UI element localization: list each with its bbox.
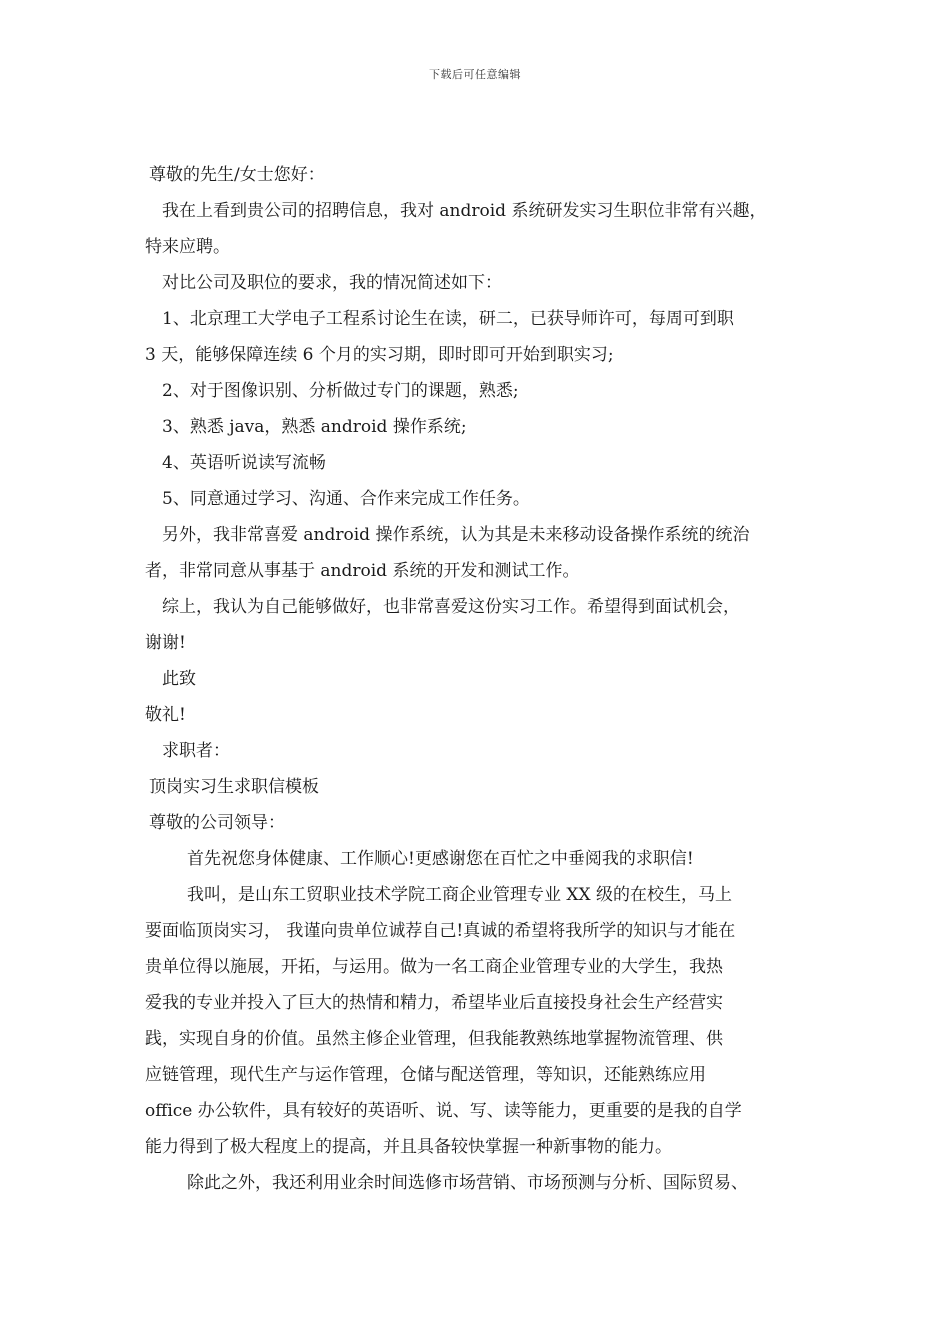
letter1-also-line1: 另外，我非常喜爱 android 操作系统，认为其是未来移动设备操作系统的统治 — [162, 525, 750, 545]
letter2-p2-line: 贵单位得以施展，开拓，与运用。做为一名工商企业管理专业的大学生，我热 — [145, 957, 723, 977]
letter2-paragraph1: 首先祝您身体健康、工作顺心!更感谢您在百忙之中垂阅我的求职信! — [187, 849, 694, 869]
letter1-intro-line2: 特来应聘。 — [145, 237, 230, 257]
header-note: 下载后可任意编辑 — [429, 68, 521, 81]
letter1-greeting: 尊敬的先生/女士您好： — [149, 165, 325, 185]
letter1-item2: 2、对于图像识别、分析做过专门的课题，熟悉; — [162, 381, 519, 401]
letter2-title: 顶岗实习生求职信模板 — [149, 777, 319, 797]
letter2-p3-line1: 除此之外，我还利用业余时间选修市场营销、市场预测与分析、国际贸易、 — [187, 1173, 748, 1193]
letter2-p2-line: 能力得到了极大程度上的提高，并且具备较快掌握一种新事物的能力。 — [145, 1137, 672, 1157]
letter1-item4: 4、英语听说读写流畅 — [162, 453, 326, 473]
letter2-p2-line: office 办公软件，具有较好的英语听、说、写、读等能力，更重要的是我的自学 — [145, 1101, 742, 1121]
letter1-compare: 对比公司及职位的要求，我的情况简述如下： — [162, 273, 502, 293]
letter1-applicant: 求职者： — [162, 741, 230, 761]
letter2-p2-line: 践，实现自身的价值。虽然主修企业管理，但我能教熟练地掌握物流管理、供 — [145, 1029, 723, 1049]
letter1-intro-line1: 我在上看到贵公司的招聘信息，我对 android 系统研发实习生职位非常有兴趣， — [162, 201, 767, 221]
letter1-item5: 5、同意通过学习、沟通、合作来完成工作任务。 — [162, 489, 530, 509]
letter1-summary-line1: 综上，我认为自己能够做好，也非常喜爱这份实习工作。希望得到面试机会， — [162, 597, 740, 617]
letter2-greeting: 尊敬的公司领导： — [149, 813, 285, 833]
letter2-p2-line: 要面临顶岗实习， 我谨向贵单位诚荐自己!真诚的希望将我所学的知识与才能在 — [145, 921, 736, 941]
letter1-closing2: 敬礼! — [145, 705, 186, 725]
letter2-p2-line: 应链管理，现代生产与运作管理，仓储与配送管理，等知识，还能熟练应用 — [145, 1065, 706, 1085]
letter1-closing1: 此致 — [162, 669, 196, 689]
letter1-item1-line1: 1、北京理工大学电子工程系讨论生在读，研二，已获导师许可，每周可到职 — [162, 309, 734, 329]
letter1-also-line2: 者，非常同意从事基于 android 系统的开发和测试工作。 — [145, 561, 580, 581]
letter1-summary-line2: 谢谢! — [145, 633, 186, 653]
letter1-item1-line2: 3 天，能够保障连续 6 个月的实习期，即时即可开始到职实习; — [145, 345, 614, 365]
letter1-item3: 3、熟悉 java，熟悉 android 操作系统; — [162, 417, 467, 437]
document-body — [145, 157, 810, 1201]
letter2-p2-line: 我叫，是山东工贸职业技术学院工商企业管理专业 XX 级的在校生，马上 — [187, 885, 733, 905]
letter2-p2-line: 爱我的专业并投入了巨大的热情和精力，希望毕业后直接投身社会生产经营实 — [145, 993, 723, 1013]
